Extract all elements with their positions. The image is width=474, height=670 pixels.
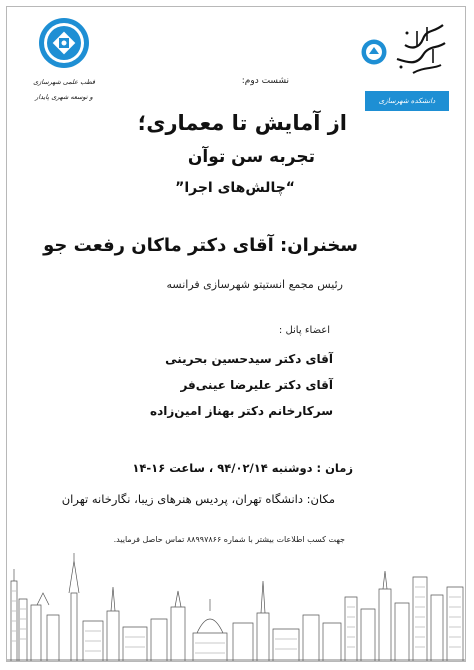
logo-caption-line1: قطب علمی شهرسازی [33,78,95,86]
calligraphy-logo-icon [383,19,449,79]
center-of-excellence-logo [29,17,99,103]
speaker-role: رئیس مجمع انستیتو شهرسازی فرانسه [166,278,343,291]
event-time: زمان : دوشنبه ۹۴/۰۲/۱۴ ، ساعت ۱۶-۱۴ [132,461,353,475]
title-line1: از آمایش تا معماری؛ [137,111,347,135]
contact-info: جهت کسب اطلاعات بیشتر با شماره ۸۸۹۹۷۸۶۶ تماس حاصل فرمایید. [113,535,345,544]
seal-icon [38,17,90,69]
title-line2: تجربه سن توآن [187,147,315,167]
university-seal-icon [361,39,387,65]
panel-member: آقای دکتر علیرضا عینی‌فر [180,378,333,392]
event-place: مکان: دانشگاه تهران، پردیس هنرهای زیبا، نگارخانه تهران [61,492,335,506]
panel-member: آقای دکتر سیدحسین بحرینی [165,352,333,366]
university-logo [357,19,449,119]
speaker-name: سخنران: آقای دکتر ماکان رفعت جو [43,235,358,256]
city-skyline-sketch [7,541,466,661]
session-label: نشست دوم: [241,76,289,86]
logo-caption-line2: و توسعه شهری پایدار [35,93,93,101]
faculty-band: دانشکده شهرسازی [365,91,449,111]
event-poster [6,6,466,662]
panel-label: اعضاء پانل : [278,325,330,336]
title-line3: “چالش‌های اجرا” [175,180,295,196]
panel-member: سرکارخانم دکتر بهناز امین‌زاده [149,404,333,418]
